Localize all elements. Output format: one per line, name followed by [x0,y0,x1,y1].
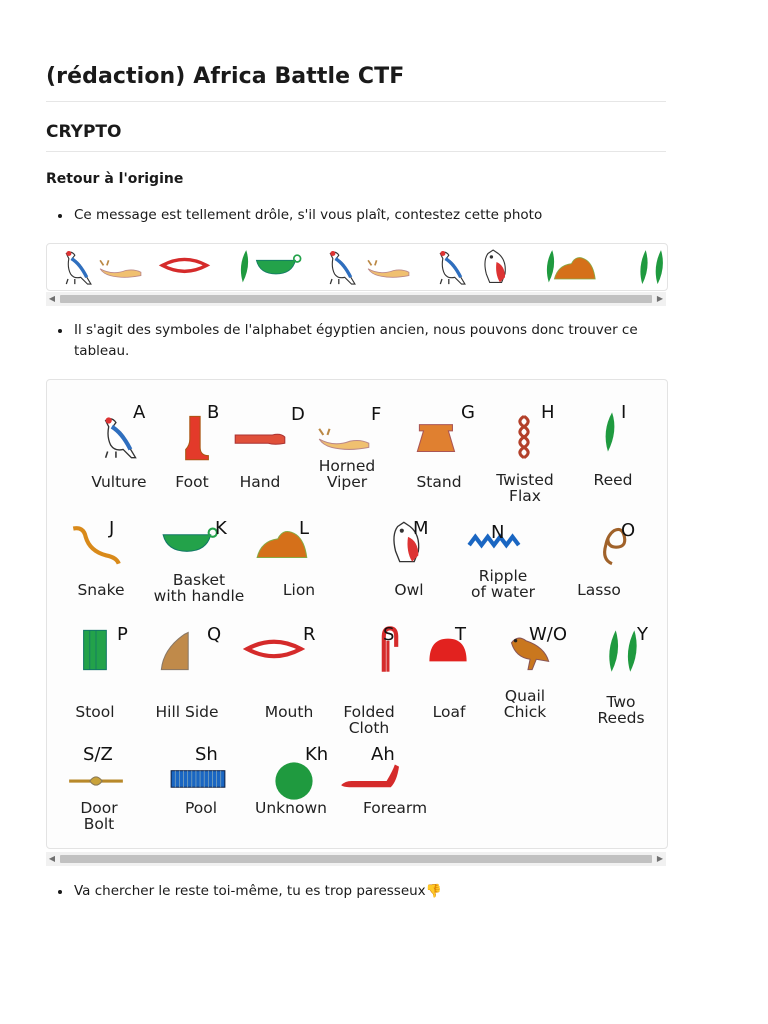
horned-viper-icon [368,260,409,277]
glyph-name: Horned Viper [318,457,376,491]
glyph-name: Quail Chick [503,687,547,721]
glyph-name: Two Reeds [597,693,645,727]
horizontal-scrollbar[interactable] [46,852,666,866]
glyph-letter: B [207,402,220,423]
glyph-name: Pool [184,799,218,817]
horizontal-scrollbar[interactable] [46,292,666,306]
glyph-letter: G [461,402,475,423]
glyph-name: Foot [175,473,209,491]
horned-viper-icon [100,260,141,277]
glyph-letter: Q [207,624,222,645]
scroll-right-arrow-icon[interactable]: ▶ [656,854,664,863]
scroll-right-arrow-icon[interactable]: ▶ [656,294,664,303]
hand-icon [229,410,291,462]
glyph-letter: H [541,402,555,423]
list-item-text: Ce message est tellement drôle, s'il vous plaît, contestez cette photo [74,207,543,223]
glyph-letter: A [133,402,146,423]
bullet-dot [58,329,62,333]
glyph-letter: S/Z [83,744,113,765]
glyph-name: Ripple of water [470,567,536,601]
horned-viper-icon [313,410,375,462]
snake-icon [65,516,127,568]
glyph-letter: O [621,520,636,541]
glyph-name: Hill Side [155,703,219,721]
glyph-letter: T [455,624,466,645]
reed-icon [547,250,554,282]
glyph-letter: Kh [305,744,329,765]
section-divider [46,151,666,152]
scroll-left-arrow-icon[interactable]: ◀ [48,854,56,863]
bullet-dot [58,214,62,218]
glyph-letter: Y [637,624,648,645]
hill-side-icon [151,624,213,676]
page-title: (rédaction) Africa Battle CTF [46,64,405,89]
loaf-icon [417,624,479,676]
basket-icon [159,516,221,568]
vulture-icon [330,251,355,284]
glyph-name: Reed [593,471,633,489]
glyph-name: Twisted Flax [496,471,554,505]
vulture-icon [66,251,91,284]
mouth-icon [243,624,305,676]
glyph-name: Owl [394,581,424,599]
glyph-letter: L [299,518,310,539]
basket-icon [256,255,300,274]
list-item [58,205,662,226]
stand-icon [407,410,469,462]
list-item [58,320,662,362]
reed-icon [579,406,641,458]
two-reeds-icon [640,250,663,284]
section-heading: CRYPTO [46,122,122,142]
lion-icon [554,258,595,279]
glyph-name: Door Bolt [80,799,118,833]
owl-icon [377,516,439,568]
glyph-name: Forearm [362,799,428,817]
glyph-letter: S [383,624,395,645]
glyph-name: Snake [77,581,125,599]
glyph-name: Basket with handle [153,571,245,605]
glyph-letter: N [491,522,505,543]
bullet-dot [58,890,62,894]
glyph-name: Lion [282,581,316,599]
list-item-text: Il s'agit des symboles de l'alphabet égyptien ancien, nous pouvons donc trouver ce tableau. [74,322,638,359]
scrollbar-thumb[interactable] [60,855,652,863]
list-item [58,881,662,902]
glyph-letter: Ah [371,744,395,765]
glyph-name: Mouth [264,703,314,721]
glyph-letter: Sh [195,744,218,765]
glyph-name: Stand [416,473,462,491]
scroll-left-arrow-icon[interactable]: ◀ [48,294,56,303]
glyph-letter: K [215,518,227,539]
hieroglyph-alphabet-table [46,379,668,849]
glyph-letter: D [291,404,305,425]
scrollbar-thumb[interactable] [60,295,652,303]
mouth-icon [162,259,206,271]
glyph-name: Hand [239,473,281,491]
glyph-letter: M [413,518,429,539]
cipher-glyphs-image [47,244,667,290]
cipher-image-strip [46,243,668,291]
list-item-text: Va chercher le reste toi-même, tu es trop paresseux [74,883,426,899]
title-divider [46,101,666,102]
glyph-letter: R [303,624,316,645]
glyph-name: Loaf [432,703,466,721]
glyph-letter: I [621,402,627,423]
glyph-letter: W/O [529,624,568,645]
subsection-heading: Retour à l'origine [46,171,184,187]
vulture-icon [440,251,465,284]
glyph-name: Folded Cloth [343,703,395,737]
glyph-name: Stool [75,703,115,721]
glyph-letter: P [117,624,128,645]
glyph-letter: J [109,518,115,539]
owl-icon [485,250,505,282]
glyph-name: Unknown [255,799,327,817]
glyph-letter: F [371,404,382,425]
reed-icon [241,250,248,282]
thumbs-down-icon: 👎 [425,884,442,899]
glyph-name: Vulture [91,473,147,491]
glyph-name: Lasso [577,581,621,599]
